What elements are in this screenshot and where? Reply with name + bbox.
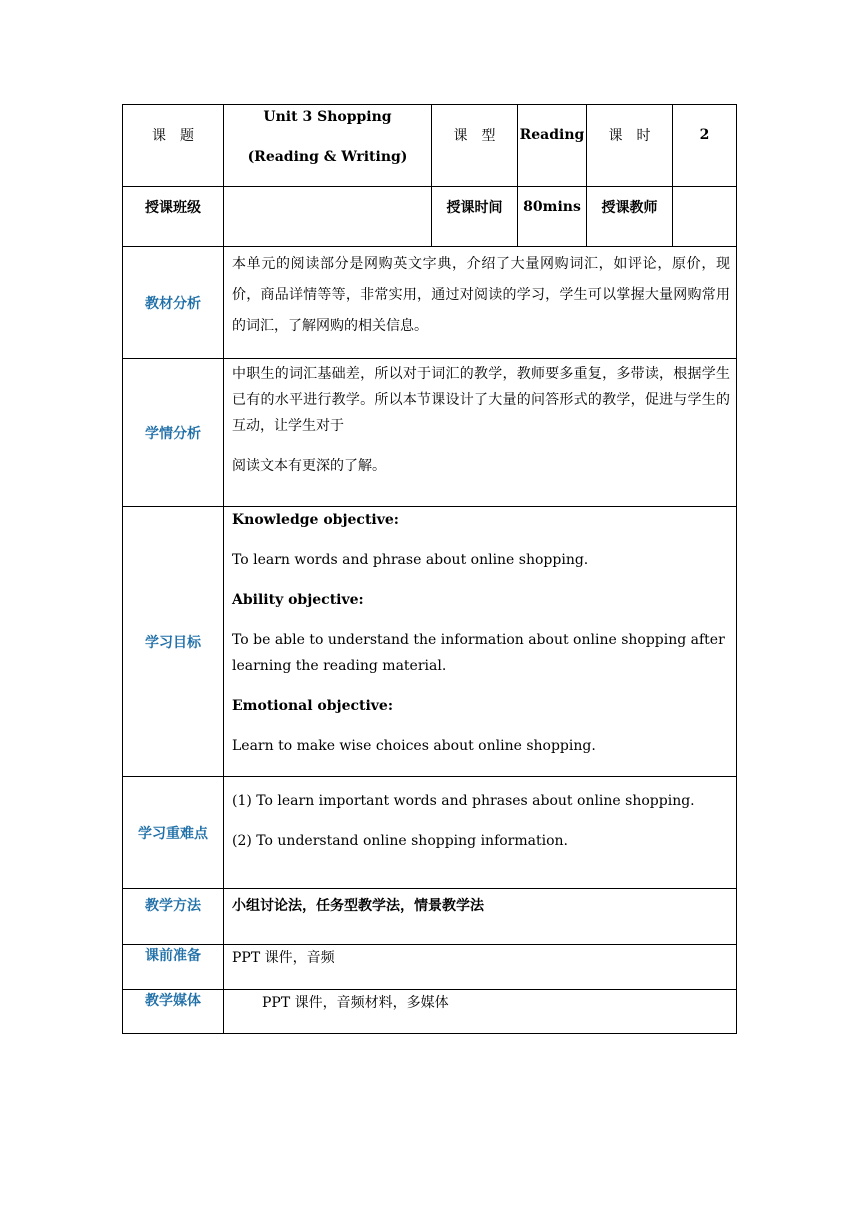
header-row — [123, 105, 737, 187]
preparation-label: 课前准备 — [145, 948, 201, 964]
key-point-1: (1) To learn important words and phrases about online shopping. — [232, 793, 695, 809]
key-point-2: (2) To understand online shopping information. — [232, 833, 568, 849]
teacher-label: 授课教师 — [601, 200, 658, 216]
student-analysis-text-cont: 阅读文本有更深的了解。 — [232, 458, 386, 474]
media-content-cell — [224, 990, 737, 1034]
emotional-objective-title: Emotional objective: — [232, 698, 394, 714]
time-value: 80mins — [523, 199, 581, 215]
type-label: 课 型 — [453, 128, 496, 144]
hours-value: 2 — [699, 127, 710, 143]
methods-text: 小组讨论法，任务型教学法，情景教学法 — [232, 898, 484, 914]
class-value-cell — [224, 187, 432, 247]
key-points-row — [123, 777, 737, 889]
material-analysis-label: 教材分析 — [145, 295, 201, 312]
preparation-content-cell — [224, 945, 737, 990]
type-label-cell — [432, 105, 518, 187]
hours-label-cell — [587, 105, 673, 187]
hours-value-cell — [673, 105, 737, 187]
topic-label: 课 题 — [152, 128, 194, 144]
media-row — [123, 990, 737, 1034]
knowledge-objective-title: Knowledge objective: — [232, 512, 399, 528]
media-text: PPT 课件，音频材料，多媒体 — [262, 995, 449, 1011]
preparation-text: PPT 课件，音频 — [232, 950, 335, 966]
type-value: Reading — [519, 127, 585, 143]
methods-content-cell — [224, 889, 737, 945]
type-value-cell — [518, 105, 587, 187]
media-label: 教学媒体 — [145, 993, 201, 1009]
title-cell — [224, 105, 432, 187]
key-points-label: 学习重难点 — [138, 825, 208, 842]
objectives-label: 学习目标 — [145, 634, 201, 651]
material-analysis-text: 本单元的阅读部分是网购英文字典，介绍了大量网购词汇，如评论，原价，现价，商品详情等等，非常实用，通过对阅读的学习，学生可以掌握大量网购常用的词汇，了解网购的相关信息。 — [232, 256, 730, 334]
preparation-row — [123, 945, 737, 990]
key-points-label-cell — [123, 777, 224, 889]
class-label: 授课班级 — [145, 200, 201, 216]
lesson-plan-table — [122, 104, 737, 1034]
student-analysis-label-cell — [123, 359, 224, 507]
student-analysis-row — [123, 359, 737, 507]
class-row — [123, 187, 737, 247]
student-analysis-label: 学情分析 — [145, 425, 201, 442]
unit-title: Unit 3 Shopping — [263, 109, 392, 125]
emotional-objective-text: Learn to make wise choices about online shopping. — [232, 738, 596, 754]
time-value-cell — [518, 187, 587, 247]
time-label: 授课时间 — [446, 200, 503, 216]
preparation-label-cell — [123, 945, 224, 990]
material-analysis-label-cell — [123, 247, 224, 359]
objectives-label-cell — [123, 507, 224, 777]
student-analysis-content-cell — [224, 359, 737, 507]
objectives-row — [123, 507, 737, 777]
student-analysis-text: 中职生的词汇基础差，所以对于词汇的教学，教师要多重复，多带读，根据学生已有的水平进行教学。所以本节课设计了大量的问答形式的教学，促进与学生的互动，让学生对于 — [232, 366, 730, 434]
topic-label-cell — [123, 105, 224, 187]
material-analysis-content-cell — [224, 247, 737, 359]
ability-objective-title: Ability objective: — [232, 592, 364, 608]
time-label-cell — [432, 187, 518, 247]
material-analysis-row — [123, 247, 737, 359]
unit-subtitle: (Reading & Writing) — [247, 149, 408, 165]
knowledge-objective-text: To learn words and phrase about online shopping. — [232, 552, 589, 568]
key-points-content-cell — [224, 777, 737, 889]
objectives-content-cell — [224, 507, 737, 777]
class-label-cell — [123, 187, 224, 247]
methods-label-cell — [123, 889, 224, 945]
media-label-cell — [123, 990, 224, 1034]
hours-label: 课 时 — [608, 128, 651, 144]
methods-row — [123, 889, 737, 945]
teacher-label-cell — [587, 187, 673, 247]
ability-objective-text: To be able to understand the information about online shopping after learning the reading material. — [232, 632, 725, 674]
methods-label: 教学方法 — [145, 898, 201, 914]
teacher-value-cell — [673, 187, 737, 247]
teacher-value — [673, 187, 736, 197]
class-value — [224, 187, 431, 197]
